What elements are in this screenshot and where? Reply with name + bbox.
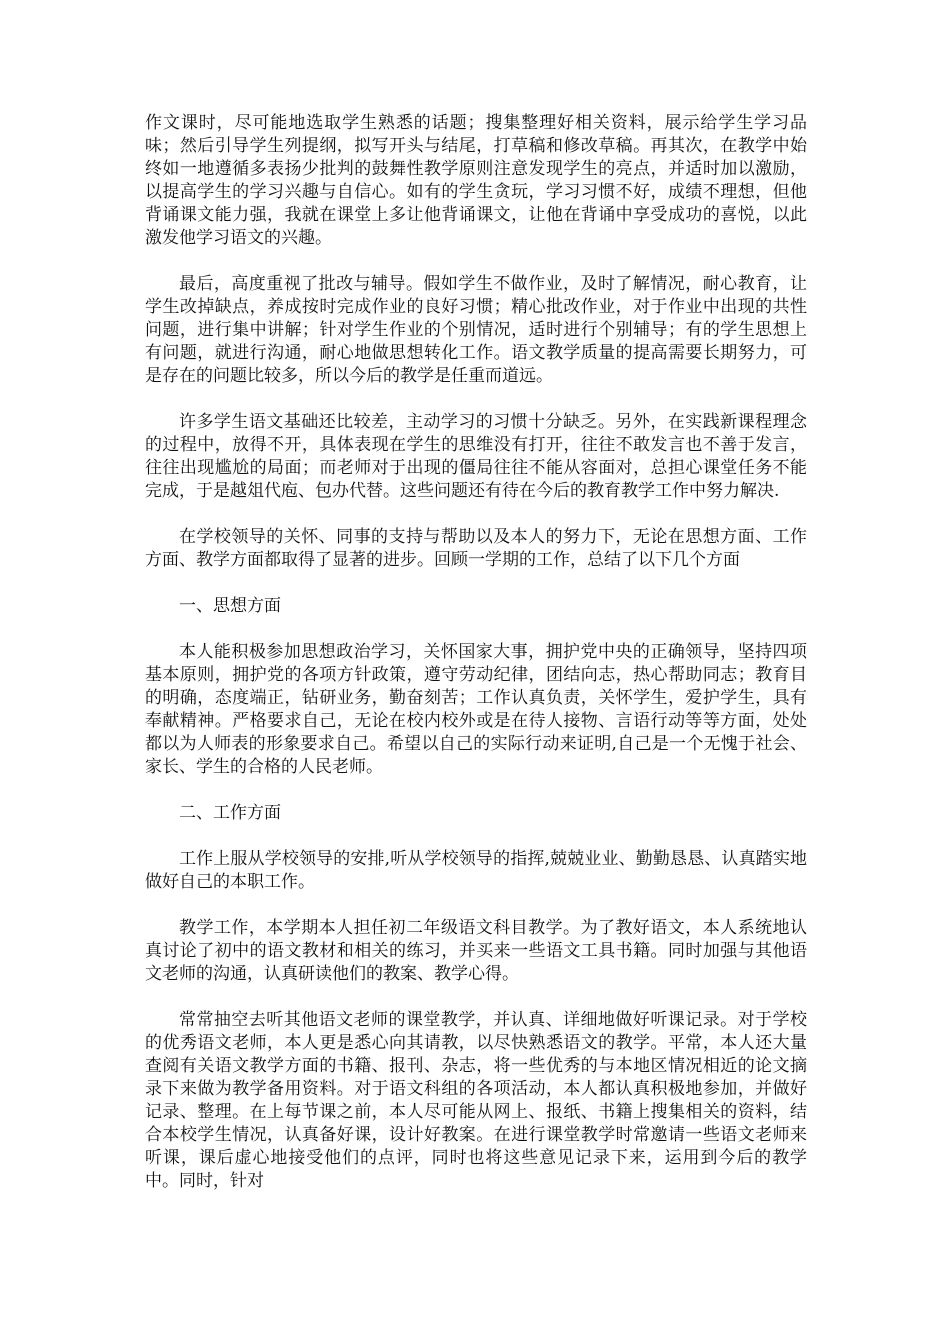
paragraph-semester-review: 在学校领导的关怀、同事的支持与帮助以及本人的努力下，无论在思想方面、工作方面、教学方面都取得了显著的进步。回顾一学期的工作，总结了以下几个方面: [145, 527, 807, 570]
paragraph-existing-problems: 许多学生语文基础还比较差，主动学习的习惯十分缺乏。另外，在实践新课程理念的过程中，放得不开，具体表现在学生的思维没有打开，往往不敢发言也不善于发言，往往出现尴尬的局面；而老师对于出现的僵局往往不能从容面对，总担心课堂任务不能完成，于是越俎代庖、包办代替。这些问题还有待在今后的教育教学工作中努力解决.: [145, 412, 807, 501]
paragraph-work-duties: 工作上服从学校领导的安排,听从学校领导的指挥,兢兢业业、勤勤恳恳、认真踏实地做好自己的本职工作。: [145, 849, 807, 892]
paragraph-ideology: 本人能积极参加思想政治学习，关怀国家大事，拥护党中央的正确领导，坚持四项基本原则，拥护党的各项方针政策，遵守劳动纪律，团结向志，热心帮助同志；教育目的明确，态度端正，钻研业务，勤奋刻苦；工作认真负责，关怀学生，爱护学生，具有奉献精神。严格要求自己，无论在校内校外或是在待人接物、言语行动等等方面，处处都以为人师表的形象要求自己。希望以自己的实际行动来证明,自己是一个无愧于社会、家长、学生的合格的人民老师。: [145, 642, 807, 777]
section-heading-work: 二、工作方面: [179, 803, 281, 823]
paragraph-lesson-observation: 常常抽空去听其他语文老师的课堂教学，并认真、详细地做好听课记录。对于学校的优秀语文老师，本人更是悉心向其请教，以尽快熟悉语文的教学。平常，本人还大量查阅有关语文教学方面的书籍、报刊、杂志，将一些优秀的与本地区情况相近的论文摘录下来做为教学备用资料。对于语文科组的各项活动，本人都认真积极地参加，并做好记录、整理。在上每节课之前，本人尽可能从网上、报纸、书籍上搜集相关的资料，结合本校学生情况，认真备好课，设计好教案。在进行课堂教学时常邀请一些语文老师来听课，课后虚心地接受他们的点评，同时也将这些意见记录下来，运用到今后的教学中。同时，针对: [145, 1010, 807, 1191]
paragraph-teaching-work: 教学工作，本学期本人担任初二年级语文科目教学。为了教好语文，本人系统地认真讨论了初中的语文教材和相关的练习，并买来一些语文工具书籍。同时加强与其他语文老师的沟通，认真研读他们的教案、教学心得。: [145, 918, 807, 984]
section-heading-ideology: 一、思想方面: [179, 596, 281, 616]
paragraph-continuation: 作文课时，尽可能地选取学生熟悉的话题；搜集整理好相关资料，展示给学生学习品味；然后引导学生列提纲，拟写开头与结尾，打草稿和修改草稿。再其次，在教学中始终如一地遵循多表扬少批判的鼓舞性教学原则注意发现学生的亮点，并适时加以激励，以提高学生的学习兴趣与自信心。如有的学生贪玩，学习习惯不好，成绩不理想，但他背诵课文能力强，我就在课堂上多让他背诵课文，让他在背诵中享受成功的喜悦，以此激发他学习语文的兴趣。: [145, 113, 807, 248]
document-body: [145, 112, 807, 1193]
paragraph-correction-guidance: 最后，高度重视了批改与辅导。假如学生不做作业，及时了解情况，耐心教育，让学生改掉缺点，养成按时完成作业的良好习惯；精心批改作业，对于作业中出现的共性问题，进行集中讲解；针对学生作业的个别情况，适时进行个别辅导；有的学生思想上有问题，就进行沟通，耐心地做思想转化工作。语文教学质量的提高需要长期努力，可是存在的问题比较多，所以今后的教学是任重而道远。: [145, 274, 807, 386]
